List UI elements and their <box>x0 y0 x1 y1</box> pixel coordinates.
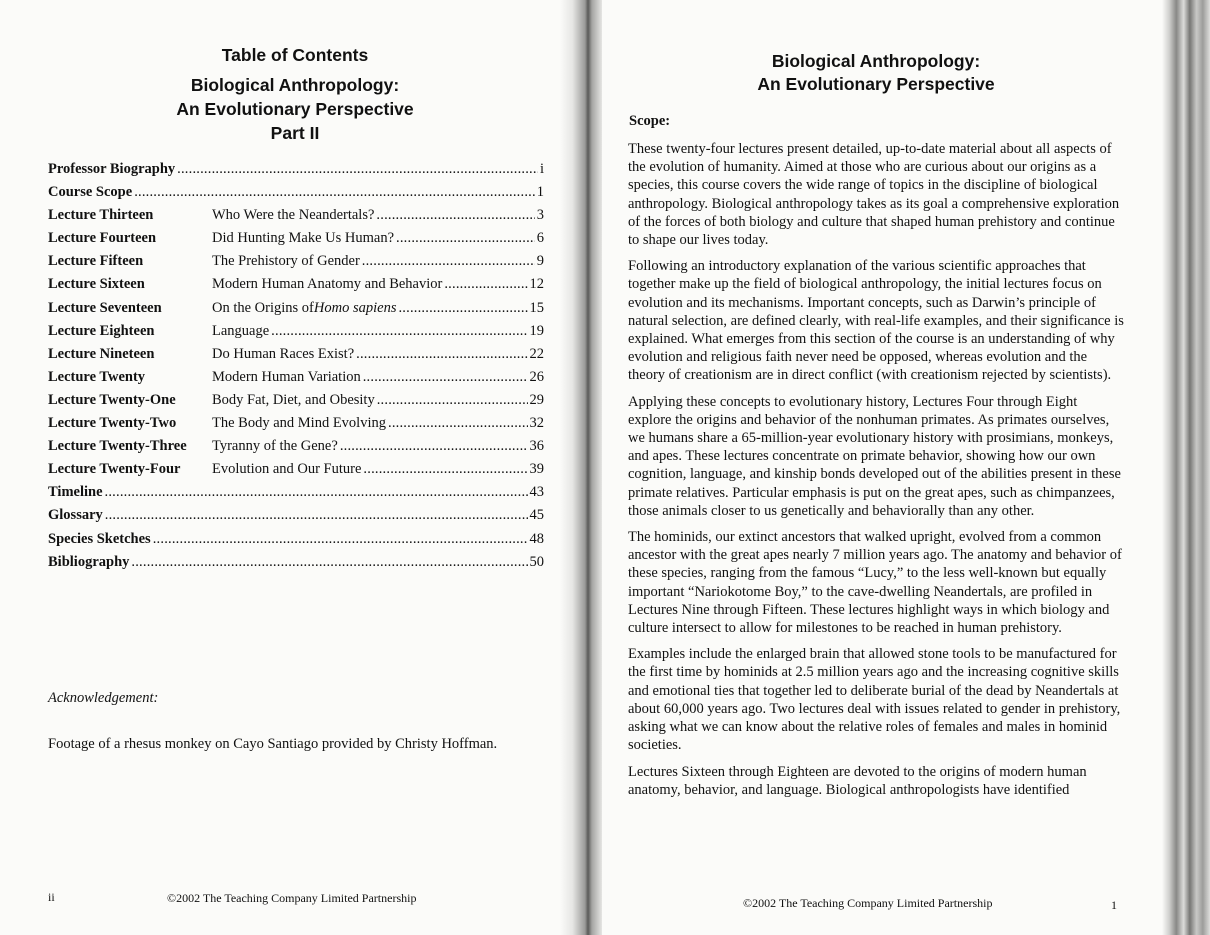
toc-row <box>48 230 544 253</box>
toc-lecture-label: Lecture Thirteen <box>48 207 154 224</box>
toc-entry-title <box>212 230 544 247</box>
toc-leader-dots <box>105 484 528 501</box>
toc-row <box>48 300 544 323</box>
copyright-footer-left: ©2002 The Teaching Company Limited Partnership <box>167 891 417 905</box>
toc-leader-dots <box>131 554 527 571</box>
toc-page-number: 43 <box>529 484 544 501</box>
toc-page-number: 9 <box>536 253 544 270</box>
toc-title-text: Evolution and Our Future <box>212 461 362 478</box>
toc-entry-title <box>212 207 544 224</box>
toc-section-label: Species Sketches <box>48 530 151 547</box>
toc-leader-dots <box>153 531 528 548</box>
toc-page-number: 48 <box>529 530 544 547</box>
toc-leader-dots <box>177 161 538 178</box>
toc-entry-title <box>212 369 544 386</box>
scope-heading: Scope: <box>629 113 671 129</box>
toc-entry-title <box>212 415 544 432</box>
toc-page-number: 39 <box>529 461 544 478</box>
book-title-line-3: Part II <box>270 123 320 143</box>
scope-paragraph: These twenty-four lectures present detailed, up-to-date material about all aspects of the evolution of humanity. Aimed at those who are curious about our origins as a species, this course covers the wide range of topics in the discipline of biological anthropology. Biological anthropology takes as its goal a comprehensive exploration of the forces of both biology and culture that shaped human prehistory and continue to shape our lives today. <box>628 141 1120 249</box>
acknowledgement-heading: Acknowledgement: <box>48 690 159 706</box>
toc-row <box>48 484 544 507</box>
toc-entry-title <box>212 323 544 340</box>
toc-lecture-label: Lecture Twenty-One <box>48 391 176 408</box>
scope-title-line-2: An Evolutionary Perspective <box>757 74 995 94</box>
toc-row <box>48 438 544 461</box>
page-number-left: ii <box>48 890 55 904</box>
toc-title-text: Did Hunting Make Us Human? <box>212 230 395 247</box>
toc-row <box>48 346 544 369</box>
toc-row <box>48 184 544 207</box>
toc-leader-dots <box>271 323 527 340</box>
toc-lecture-label: Lecture Eighteen <box>48 322 155 339</box>
toc-entry-title <box>212 300 544 317</box>
toc-lecture-label: Lecture Twenty <box>48 368 146 385</box>
scope-title-line-1: Biological Anthropology: <box>771 51 981 71</box>
toc-row <box>48 276 544 299</box>
toc-entry-title <box>212 392 544 409</box>
toc-leader-dots <box>398 300 527 317</box>
toc-row <box>48 207 544 230</box>
toc-entry-title <box>212 253 544 270</box>
toc-leader-dots <box>356 346 527 363</box>
toc-entry-title <box>212 276 544 293</box>
toc-title-text: Modern Human Variation <box>212 368 361 385</box>
toc-lecture-label: Lecture Fifteen <box>48 253 144 270</box>
toc-page-number: 50 <box>529 553 544 570</box>
toc-leader-dots <box>377 392 528 409</box>
toc-section-label: Course Scope <box>48 184 133 201</box>
toc-title-text: Language <box>212 322 270 339</box>
scope-paragraph: Examples include the enlarged brain that allowed stone tools to be manufactured for the first time by hominids at 2.5 million years ago and the increasing cognitive skills and emotional ties that together led to deliberate burial of the dead by Neandertals at about 60,000 years ago. Two lectures deal with issues related to gender in prehistory, asking what we can know about the relative roles of females and males in hominid societies. <box>628 646 1121 754</box>
scope-paragraph: Following an introductory explanation of the various scientific approaches that together make up the field of biological anthropology, the initial lectures focus on evolution and its mechanisms. Important concepts, such as Darwin’s principle of natural selection, are defined clearly, with real-life examples, and their significance is explained. What emerges from this section of the course is an understanding of why evolution and religious faith never need be opposed, whereas evolution and the theory of creationism are in direct conflict (with creationism rejected by scientists). <box>628 258 1124 384</box>
toc-page-number: 3 <box>536 207 544 224</box>
book-title-line-2: An Evolutionary Perspective <box>176 99 414 119</box>
acknowledgement-text: Footage of a rhesus monkey on Cayo Santiago provided by Christy Hoffman. <box>48 736 498 752</box>
toc-title-text: Tyranny of the Gene? <box>212 438 338 455</box>
toc-lecture-label: Lecture Twenty-Two <box>48 415 177 432</box>
toc-row <box>48 161 544 184</box>
toc-section-label: Bibliography <box>48 553 130 570</box>
toc-lecture-label: Lecture Twenty-Four <box>48 461 181 478</box>
toc-section-label: Timeline <box>48 484 103 501</box>
toc-title-text: Do Human Races Exist? <box>212 345 355 362</box>
toc-section-label: Glossary <box>48 507 103 524</box>
toc-lecture-label: Lecture Nineteen <box>48 345 155 362</box>
toc-entry-title <box>212 346 544 363</box>
toc-lecture-label: Lecture Twenty-Three <box>48 438 187 455</box>
toc-title-text: The Prehistory of Gender <box>212 253 360 270</box>
toc-leader-dots <box>388 415 528 432</box>
toc-page-number: 32 <box>529 415 544 432</box>
toc-entry-title <box>212 438 544 455</box>
scope-body <box>628 140 1124 807</box>
toc-leader-dots <box>444 276 527 293</box>
toc-page-number: 1 <box>536 184 544 201</box>
toc-row <box>48 554 544 577</box>
scope-page-title <box>602 50 1150 96</box>
toc-title-text: The Body and Mind Evolving <box>212 415 386 432</box>
page-number-right: 1 <box>1111 898 1117 912</box>
toc-title-text: On the Origins of <box>212 299 314 316</box>
toc-title-text: Body Fat, Diet, and Obesity <box>212 391 375 408</box>
toc-title-text: Who Were the Neandertals? <box>212 207 375 224</box>
book-title-line-1: Biological Anthropology: <box>190 75 400 95</box>
toc-row <box>48 323 544 346</box>
toc-lecture-label: Lecture Seventeen <box>48 299 162 316</box>
copyright-footer-right: ©2002 The Teaching Company Limited Partnership <box>743 896 993 910</box>
toc-leader-dots <box>105 507 528 524</box>
toc-leader-dots <box>376 207 534 224</box>
scope-paragraph: Lectures Sixteen through Eighteen are devoted to the origins of modern human anatomy, behavior, and language. Biological anthropologists have identified <box>628 763 1087 798</box>
toc-leader-dots <box>340 438 528 455</box>
toc-leader-dots <box>396 230 535 247</box>
toc-section-label: Professor Biography <box>48 161 176 177</box>
toc-heading: Table of Contents <box>221 45 369 65</box>
toc-page-number: 45 <box>529 507 544 524</box>
table-of-contents <box>48 161 544 577</box>
toc-title-text: Modern Human Anatomy and Behavior <box>212 276 443 293</box>
book-title <box>0 73 590 145</box>
toc-page-number: 12 <box>529 276 544 293</box>
toc-page-number: 19 <box>529 322 544 339</box>
toc-leader-dots <box>134 184 535 201</box>
toc-leader-dots <box>363 369 528 386</box>
toc-page-number: 36 <box>529 438 544 455</box>
toc-row <box>48 369 544 392</box>
toc-row <box>48 415 544 438</box>
toc-row <box>48 461 544 484</box>
toc-row <box>48 253 544 276</box>
toc-page-number: 6 <box>536 230 544 247</box>
toc-leader-dots <box>363 461 527 478</box>
left-page <box>0 0 568 935</box>
scope-paragraph: The hominids, our extinct ancestors that walked upright, evolved from a common ancestor with the great apes nearly 7 million years ago. The anatomy and behavior of these species, ranging from the famous “Lucy,” to the less well-known but equally important “Nariokotome Boy,” to the cave-dwelling Neandertals, are profiled in Lectures Nine through Fifteen. These lectures highlight ways in which biology and culture intersect to allow for milestones to be reached in human prehistory. <box>628 529 1122 637</box>
toc-lecture-label: Lecture Fourteen <box>48 230 157 247</box>
toc-page-number: 26 <box>529 368 544 385</box>
toc-page-number: 29 <box>529 391 544 408</box>
toc-row <box>48 507 544 530</box>
toc-entry-title <box>212 461 544 478</box>
page-edge-stack <box>1162 0 1210 935</box>
toc-page-number: i <box>539 161 544 177</box>
toc-leader-dots <box>362 253 535 270</box>
toc-row <box>48 392 544 415</box>
toc-row <box>48 531 544 554</box>
toc-page-number: 15 <box>529 299 544 316</box>
right-page <box>602 0 1172 935</box>
toc-title-italic: Homo sapiens <box>313 299 397 316</box>
toc-page-number: 22 <box>529 345 544 362</box>
scope-paragraph: Applying these concepts to evolutionary history, Lectures Four through Eight explore the origins and behavior of the nonhuman primates. As primates ourselves, we humans share a 65-million-year evolutionary history with prosimians, monkeys, and apes. These lectures concentrate on primate behavior, showing how our own cognition, language, and kinship bonds developed out of the abilities present in these primate relatives. Particular emphasis is put on the great apes, such as chimpanzees, those animals closer to us genetically and behaviorally than any other. <box>628 393 1121 519</box>
toc-lecture-label: Lecture Sixteen <box>48 276 145 293</box>
